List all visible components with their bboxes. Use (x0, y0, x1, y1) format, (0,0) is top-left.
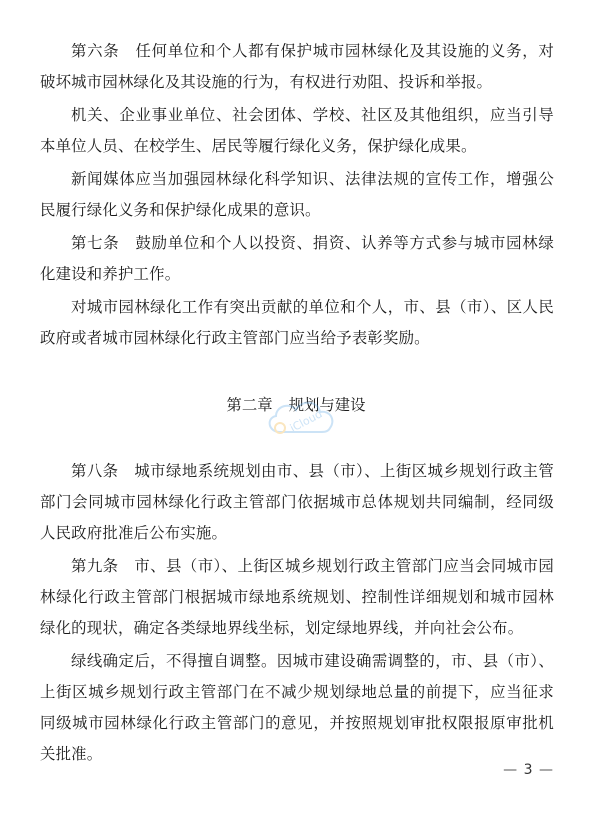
article-7-paragraph: 第七条 鼓励单位和个人以投资、捐资、认养等方式参与城市园林绿化建设和养护工作。 (40, 234, 554, 283)
chapter-number: 第二章 (226, 396, 273, 414)
article-9-paragraph: 第九条 市、县（市）、上街区城乡规划行政主管部门应当会同城市园林绿化行政主管部门根据城市绿地系统规划、控制性详细规划和城市园林绿化的现状，确定各类绿地界线坐标，划定绿地界线，并向社会公布。 (40, 557, 554, 637)
page-number (503, 762, 554, 778)
article-6-paragraph: 第六条 任何单位和个人都有保护城市园林绿化及其设施的义务，对破坏城市园林绿化及其设施的行为，有权进行劝阻、投诉和举报。 (40, 42, 554, 91)
media-publicity-paragraph: 新闻媒体应当加强园林绿化科学知识、法律法规的宣传工作，增强公民履行绿化义务和保护绿化成果的意识。 (40, 170, 554, 219)
commendation-paragraph: 对城市园林绿化工作有突出贡献的单位和个人，市、县（市）、区人民政府或者城市园林绿化行政主管部门应当给予表彰奖励。 (40, 298, 554, 347)
greenline-adjustment-paragraph: 绿线确定后，不得擅自调整。因城市建设确需调整的，市、县（市）、上街区城乡规划行政主管部门在不减少规划绿地总量的前提下，应当征求同级城市园林绿化行政主管部门的意见，并按照规划审批权限报原审批机关批准。 (40, 652, 554, 763)
page-number-dash-left: — (503, 762, 519, 778)
watermark-text: iCloud (287, 407, 325, 435)
page-number-value: 3 (523, 762, 534, 778)
cloud-logo-icon (258, 388, 348, 448)
page-number-dash-right: — (539, 762, 554, 778)
chapter-title: 规划与建设 (288, 396, 366, 414)
organizations-duty-paragraph: 机关、企业事业单位、社会团体、学校、社区及其他组织，应当引导本单位人员、在校学生、居民等履行绿化义务，保护绿化成果。 (40, 106, 554, 155)
article-8-paragraph: 第八条 城市绿地系统规划由市、县（市）、上街区城乡规划行政主管部门会同城市园林绿化行政主管部门依据城市总体规划共同编制，经同级人民政府批准后公布实施。 (40, 462, 554, 542)
